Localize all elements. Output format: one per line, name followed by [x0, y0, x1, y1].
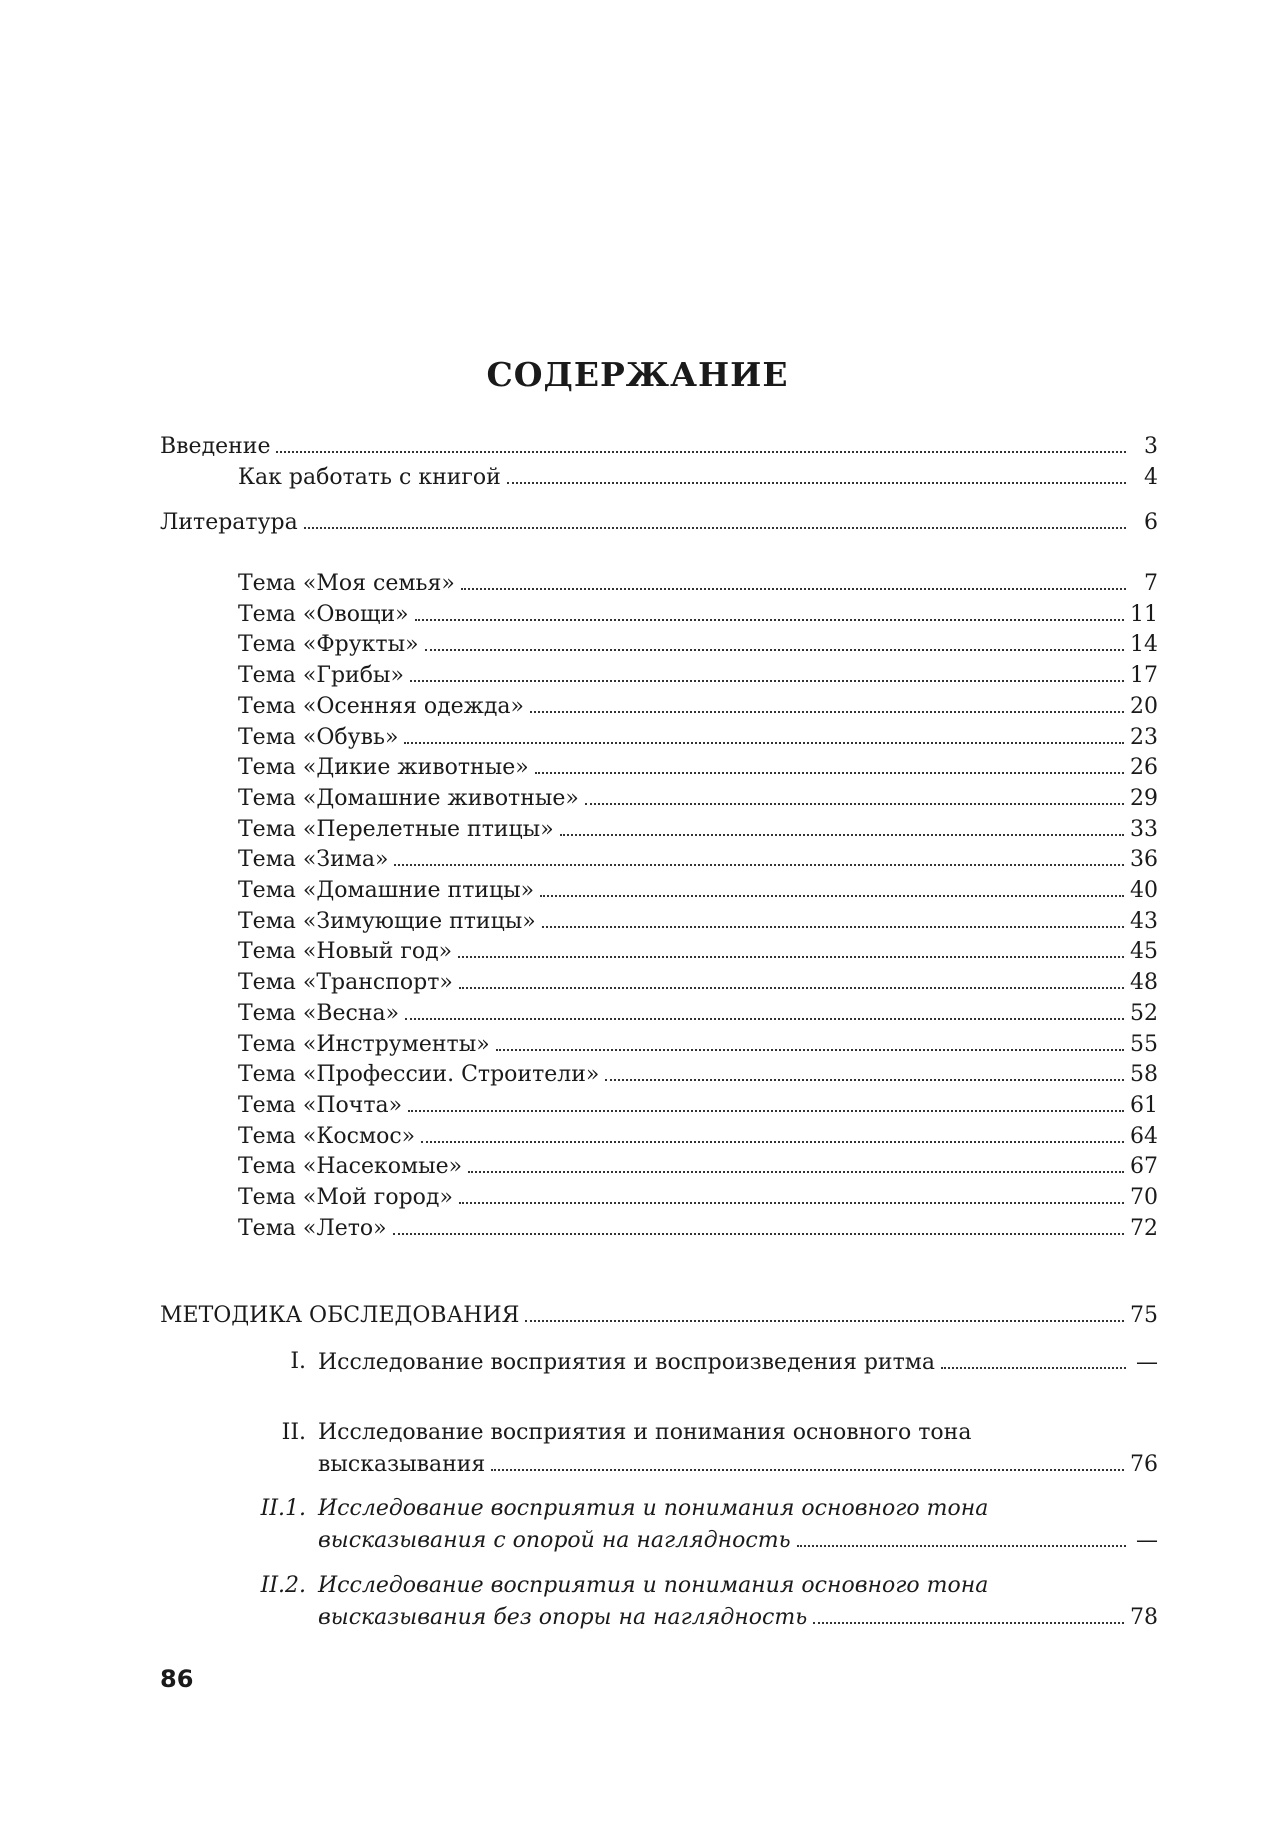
dot-leader	[491, 1451, 1124, 1471]
toc-entry-label: Тема «Зимующие птицы»	[238, 908, 536, 934]
dot-leader	[421, 1123, 1124, 1143]
dot-leader	[408, 1092, 1124, 1112]
section-number: II.2.	[260, 1573, 306, 1598]
toc-entry-how-to[interactable]	[238, 464, 1158, 491]
toc-entry-label: Тема «Инструменты»	[238, 1031, 490, 1057]
dot-leader	[813, 1604, 1124, 1624]
toc-entry-label: Тема «Космос»	[238, 1123, 416, 1149]
toc-entry-page: 45	[1130, 939, 1158, 965]
dot-leader	[461, 570, 1126, 590]
toc-entry-page: 76	[1130, 1452, 1158, 1477]
toc-entry-label: высказывания с опорой на наглядность	[318, 1528, 791, 1553]
toc-entry-label: Введение	[160, 434, 271, 459]
toc-entry-line: Исследование восприятия и понимания основного тона	[318, 1420, 972, 1445]
toc-entry-section-2[interactable]	[318, 1451, 1158, 1478]
toc-entry-label: Как работать с книгой	[238, 465, 501, 490]
toc-entry-line: Исследование восприятия и понимания основного тона	[318, 1496, 989, 1521]
toc-entry-topic[interactable]	[238, 938, 1158, 965]
dot-leader	[425, 631, 1124, 651]
dot-leader	[394, 846, 1124, 866]
section-number: II.1.	[260, 1496, 306, 1521]
toc-entry-section-2-1[interactable]	[318, 1527, 1158, 1554]
toc-entry-intro[interactable]	[160, 433, 1158, 460]
toc-entry-page: 43	[1130, 908, 1158, 934]
toc-entry-label: Тема «Осенняя одежда»	[238, 693, 524, 719]
toc-entry-section-1[interactable]	[318, 1349, 1158, 1376]
dot-leader	[941, 1349, 1126, 1369]
toc-entry-page: 36	[1130, 847, 1158, 873]
dot-leader	[585, 785, 1124, 805]
toc-entry-section-2-2[interactable]	[318, 1604, 1158, 1631]
toc-entry-page: 48	[1130, 970, 1158, 996]
toc-entry-page: 72	[1130, 1215, 1158, 1241]
toc-entry-page: 4	[1144, 465, 1158, 490]
dot-leader	[535, 754, 1124, 774]
toc-entry-page: 64	[1130, 1123, 1158, 1149]
dot-leader	[276, 433, 1126, 453]
toc-entry-topic[interactable]	[238, 969, 1158, 996]
toc-entry-page: —	[1136, 1528, 1158, 1553]
toc-entry-topic[interactable]	[238, 1123, 1158, 1150]
toc-entry-topic[interactable]	[238, 1153, 1158, 1180]
toc-entry-page: —	[1136, 1350, 1158, 1375]
toc-entry-line: Исследование восприятия и понимания основного тона	[318, 1573, 989, 1598]
dot-leader	[393, 1215, 1124, 1235]
toc-entry-label: Тема «Фрукты»	[238, 632, 419, 658]
toc-entry-topic[interactable]	[238, 662, 1158, 689]
toc-entry-label: Тема «Домашние животные»	[238, 785, 579, 811]
toc-entry-topic[interactable]	[238, 601, 1158, 628]
toc-entry-page: 6	[1144, 510, 1158, 535]
toc-entry-label: Тема «Мой город»	[238, 1185, 453, 1210]
dot-leader	[605, 1061, 1124, 1081]
toc-entry-page: 11	[1130, 601, 1158, 627]
toc-entry-page: 7	[1144, 571, 1158, 596]
toc-entry-page: 14	[1130, 632, 1158, 658]
toc-entry-label: Тема «Насекомые»	[238, 1154, 463, 1180]
toc-entry-topic[interactable]	[238, 754, 1158, 781]
dot-leader	[404, 724, 1124, 744]
dot-leader	[405, 1000, 1124, 1020]
dot-leader	[530, 693, 1124, 713]
toc-entry-topic[interactable]	[238, 908, 1158, 935]
toc-entry-label: Тема «Новый год»	[238, 939, 453, 965]
toc-entry-label: Тема «Лето»	[238, 1215, 387, 1241]
toc-entry-topic[interactable]	[238, 877, 1158, 904]
toc-entry-page: 26	[1130, 755, 1158, 781]
toc-entry-topic[interactable]	[238, 1092, 1158, 1119]
toc-entry-label: Тема «Весна»	[238, 1000, 400, 1026]
toc-entry-topic[interactable]	[238, 1215, 1158, 1242]
dot-leader	[410, 662, 1124, 682]
dot-leader	[797, 1527, 1126, 1547]
toc-entry-label: высказывания	[318, 1452, 486, 1477]
toc-entry-page: 17	[1130, 663, 1158, 689]
toc-entry-page: 40	[1130, 878, 1158, 903]
page-title: СОДЕРЖАНИЕ	[486, 355, 789, 394]
dot-leader	[560, 816, 1124, 836]
toc-entry-label: Тема «Домашние птицы»	[238, 878, 535, 903]
toc-entry-label: Тема «Дикие животные»	[238, 755, 529, 781]
dot-leader	[507, 464, 1126, 484]
toc-entry-label: Литература	[160, 510, 298, 535]
toc-entry-methodology[interactable]	[160, 1302, 1158, 1329]
toc-entry-topic[interactable]	[238, 1031, 1158, 1058]
toc-entry-topic[interactable]	[238, 1000, 1158, 1027]
toc-entry-page: 58	[1130, 1062, 1158, 1088]
dot-leader	[459, 1184, 1124, 1204]
dot-leader	[304, 509, 1126, 529]
toc-entry-topic[interactable]	[238, 785, 1158, 812]
toc-entry-label: Тема «Транспорт»	[238, 970, 453, 996]
dot-leader	[459, 969, 1124, 989]
toc-entry-label: Тема «Почта»	[238, 1092, 403, 1118]
toc-entry-page: 55	[1130, 1031, 1158, 1057]
dot-leader	[458, 938, 1124, 958]
toc-entry-label: Тема «Грибы»	[238, 663, 404, 689]
section-number: II.	[281, 1420, 306, 1445]
dot-leader	[496, 1031, 1124, 1051]
toc-entry-page: 67	[1130, 1154, 1158, 1180]
toc-entry-topic[interactable]	[238, 1061, 1158, 1088]
toc-entry-label: Тема «Зима»	[238, 847, 389, 873]
toc-entry-page: 61	[1130, 1092, 1158, 1118]
toc-entry-label: Тема «Профессии. Строители»	[238, 1062, 600, 1088]
toc-entry-topic[interactable]	[238, 816, 1158, 843]
toc-entry-literature[interactable]	[160, 509, 1158, 536]
toc-entry-label: высказывания без опоры на наглядность	[318, 1605, 808, 1630]
toc-entry-topic[interactable]	[238, 846, 1158, 873]
toc-entry-label: Исследование восприятия и воспроизведения ритма	[318, 1350, 935, 1375]
page-number: 86	[160, 1665, 194, 1693]
toc-entry-page: 75	[1130, 1303, 1158, 1328]
section-number: I.	[290, 1349, 306, 1374]
toc-entry-topic[interactable]	[238, 570, 1158, 597]
toc-entry-topic[interactable]	[238, 631, 1158, 658]
dot-leader	[540, 877, 1124, 897]
toc-entry-label: МЕТОДИКА ОБСЛЕДОВАНИЯ	[160, 1303, 520, 1328]
dot-leader	[415, 601, 1124, 621]
toc-entry-label: Тема «Овощи»	[238, 601, 409, 627]
toc-entry-page: 29	[1130, 785, 1158, 811]
toc-entry-page: 33	[1130, 816, 1158, 842]
dot-leader	[542, 908, 1124, 928]
toc-entry-page: 20	[1130, 693, 1158, 719]
toc-entry-page: 23	[1130, 724, 1158, 750]
toc-entry-topic[interactable]	[238, 724, 1158, 751]
dot-leader	[468, 1153, 1124, 1173]
toc-entry-topic[interactable]	[238, 693, 1158, 720]
dot-leader	[525, 1302, 1124, 1322]
toc-entry-page: 78	[1130, 1605, 1158, 1630]
toc-entry-page: 3	[1144, 434, 1158, 459]
toc-entry-topic[interactable]	[238, 1184, 1158, 1211]
toc-entry-page: 52	[1130, 1000, 1158, 1026]
toc-entry-label: Тема «Моя семья»	[238, 571, 455, 596]
toc-entry-label: Тема «Перелетные птицы»	[238, 816, 554, 842]
toc-entry-page: 70	[1130, 1185, 1158, 1210]
toc-entry-label: Тема «Обувь»	[238, 724, 399, 750]
